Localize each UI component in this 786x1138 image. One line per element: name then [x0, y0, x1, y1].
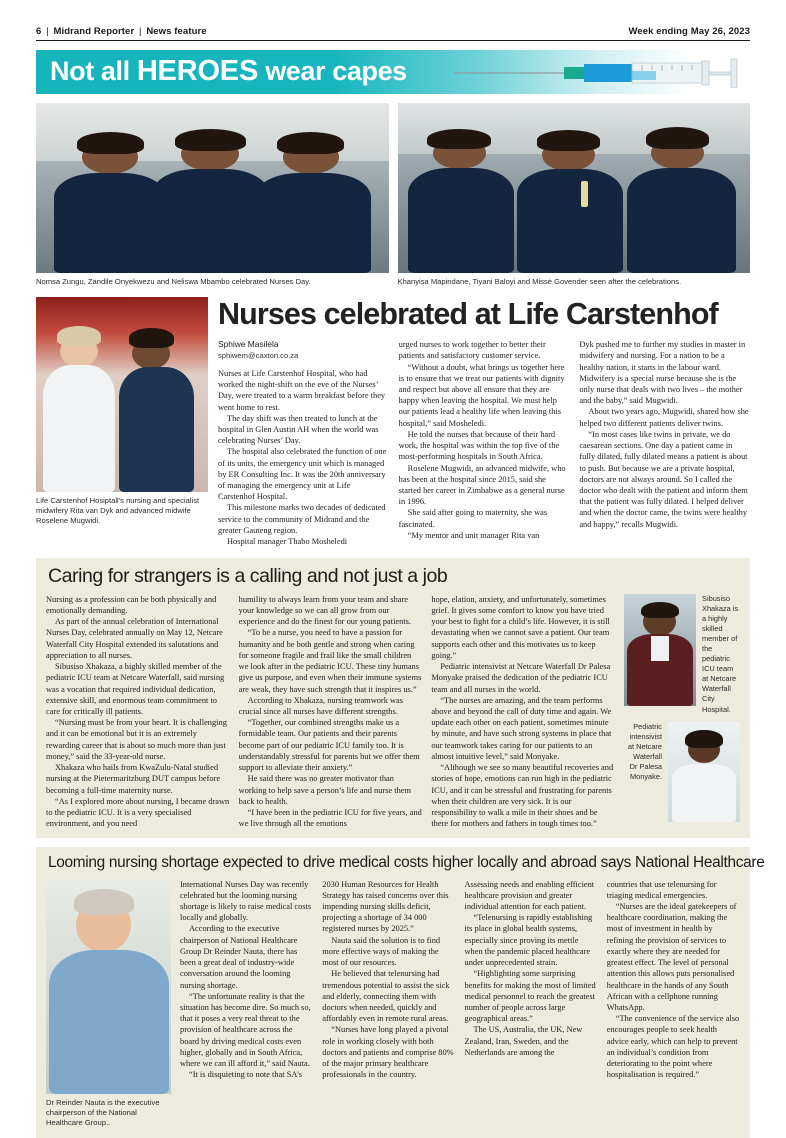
paragraph: “The convenience of the service also encourages people to seek health advice early, which can help to prevent an individual’s condition from deteriorating to the point where hospitalisation is required.”	[606, 1014, 740, 1080]
article3-columns	[46, 879, 740, 1128]
author-email[interactable]: sphiwem@caxton.co.za	[218, 350, 299, 360]
paragraph: Nurses at Life Carstenhof Hospital, who had worked the night-shift on the eve of the Nurses’ Day, were treated to a warm breakfast before they went home to rest.	[218, 368, 386, 412]
paragraph: “Together, our combined strengths make us a formidable team. Our patients and their parents become part of our pediatric ICU family too. It is understandably stressful for parents but we offer them support to alleviate their anxiety.”	[238, 718, 420, 773]
article3-photo-col	[46, 879, 171, 1128]
paragraph: Assessing needs and enabling efficient healthcare provision and greater individual attention for each patient.	[464, 879, 595, 912]
article2-column-2	[239, 594, 423, 830]
paragraph: International Nurses Day was recently celebrated but the looming nursing shortage is likely to raise medical costs locally and globally.	[180, 879, 312, 923]
article2-side-caption-2: Pediatric intensivist at Netcare Waterfall Dr Palesa Monyake.	[627, 721, 663, 781]
article1-byline	[218, 339, 389, 361]
paragraph: hope, elation, anxiety, and unfortunately, sometimes grief. It gives some comfort to know you have tried your best to fight for a child’s life. However, it is still devastating when we cannot save a patient. Our team supports each other and this motivates us to keep going.”	[431, 594, 610, 660]
paragraph: “Although we see so many beautiful recoveries and stories of hope, emotions can run high in the pediatric ICU, and it can be stressful and frustrating for parents when their children are very sick. It is our responsibility to walk a mile in their shoes and be there for mothers and fathers in tough times too.”	[431, 763, 614, 829]
article2-title: Caring for strangers is a calling and not just a job	[48, 565, 448, 588]
paragraph: The hospital also celebrated the function of one of its units, the emergency unit which is managed by ER Consulting Inc. It was the 20th anniversary of managing the emergency unit at Life Carstenhof Hospital.	[218, 447, 387, 502]
article-nurses-celebrated	[36, 297, 750, 547]
paragraph: About two years ago, Mugwidi, shared how she helped two different patients deliver twins.	[579, 407, 749, 428]
article2-columns	[46, 594, 740, 830]
masthead-separator-1: |	[46, 26, 49, 37]
article2-side-column	[624, 594, 740, 830]
page-masthead	[36, 0, 750, 41]
paragraph: countries that use telenursing for triaging medical emergencies.	[606, 879, 717, 900]
paragraph: According to Xhakaza, nursing teamwork was crucial since all nurses have different strengths.	[238, 695, 404, 717]
paragraph: He believed that telenursing had tremendous potential to assist the sick and elderly, connecting them with doctors when needed, quickly and affordably even in remote rural areas.	[322, 969, 450, 1024]
top-photo-caption-1: Nomsa Zungu, Zandile Onyekwezu and Neliswa Mbambo celebrated Nurses Day.	[36, 277, 311, 286]
paragraph: Pediatric intensivist at Netcare Waterfall Dr Palesa Monyake praised the dedication of the pediatric ICU team and all nurses in the world.	[431, 662, 611, 694]
paragraph: urged nurses to work together to better their patients and satisfactory customer service.	[398, 340, 546, 361]
article1-photo-col	[36, 297, 208, 547]
article3-column-3	[465, 879, 598, 1128]
sibusiso-xhakaza-photo	[624, 594, 696, 706]
paragraph: She said after going to maternity, she was fascinated.	[398, 508, 548, 529]
paragraph: “As I explored more about nursing, I became drawn to the pediatric ICU. It is a very specialised environment, and you need	[46, 796, 230, 829]
paragraph: 2030 Human Resources for Health Strategy has raised concerns over this impending nursing skills deficit, projecting a shortage of 34 000 registered nurses by 2025.”	[322, 879, 449, 934]
paragraph: “Telenursing is rapidly establishing its place in global health systems, especially since proving its mettle when the pandemic placed healthcare under unprecedented strain.	[464, 913, 593, 968]
section-name: News feature	[146, 26, 207, 37]
article1-column-3	[579, 339, 750, 547]
article3-title: Looming nursing shortage expected to drive medical costs higher locally and abroad says National Healthcare	[48, 854, 765, 872]
top-photo-cell-1	[36, 103, 389, 287]
article1-headline: Nurses celebrated at Life Carstenhof	[218, 297, 718, 332]
paragraph: “Highlighting some surprising benefits for making the most of limited medical personnel to reach the greatest number of people across large geographical areas.”	[464, 969, 596, 1024]
article3-column-1	[180, 879, 313, 1128]
article1-photo-caption: Life Carstenhof Hosiptall's nursing and specialist midwifery Rita van Dyk and advanced midwife Roselene Mugwidi.	[36, 496, 200, 526]
article2-side-block-1	[624, 594, 740, 715]
paragraph: “Nursing must be from your heart. It is challenging and it can be emotional but it is an extremely rewarding career that is about so much more than just money,” said the 33-year-old nurse.	[46, 718, 227, 761]
article1-column-2	[399, 339, 570, 547]
three-nurses-photo	[36, 103, 389, 273]
paragraph: “My mentor and unit manager Rita van	[407, 530, 540, 540]
paragraph: The US, Australia, the UK, New Zealand, Iran, Sweden, and the Netherlands are among the	[464, 1025, 583, 1057]
article2-side-caption-1: Sibusiso Xhakaza is a highly skilled member of the pediatric ICU team at Netcare Waterfall City Hospital.	[702, 593, 739, 714]
article-caring-for-strangers	[36, 558, 750, 838]
publication-name: Midrand Reporter	[53, 26, 135, 37]
article1-columns	[218, 339, 750, 547]
author-name: Sphiwe Masilela	[218, 339, 279, 350]
article1-column-1	[218, 339, 389, 547]
paragraph: Nauta said the solution is to find more effective ways of making the most of our resources.	[322, 935, 441, 968]
paragraph: This milestone marks two decades of dedicated service to the community of Midrand and the greater Gauteng region.	[218, 503, 386, 535]
paragraph: “It is disquieting to note that SA’s	[189, 1070, 303, 1080]
paragraph: Xhakaza who hails from KwaZulu-Natal studied nursing at the Pietermaritzburg DUT campus before becoming a full-time maternity nurse.	[46, 763, 221, 795]
paragraph: “Nurses have long played a pivotal role in working closely with both doctors and patients and comprise 80% of the major primary healthcare professionals in the country.	[322, 1025, 454, 1080]
banner-title-part1: Not all	[50, 55, 137, 86]
banner-title	[50, 54, 407, 87]
paragraph: “Without a doubt, what brings us together here is to ensure that we treat our patients with dignity and respect but above all ensure that they are happy when leaving the hospital. We must help our patients lead a healthy life when leaving this hospital,” said Mosheledi.	[398, 362, 565, 428]
banner-title-part2: wear capes	[258, 55, 407, 86]
banner-title-highlight: HEROES	[136, 54, 259, 87]
article3-photo-caption: Dr Reinder Nauta is the executive chairperson of the National Healthcare Group..	[46, 1097, 160, 1127]
article2-column-3	[431, 594, 615, 830]
dr-reinder-nauta-photo	[46, 879, 171, 1094]
top-photo-row	[36, 103, 750, 287]
article2-side-block-2	[624, 722, 740, 822]
article1-body	[218, 297, 750, 547]
paragraph: “In most cases like twins in private, we do caesarean sections. One day a patient came in fully dilated, fully dilated means a patient is about to push. But because we are a private hospital, doctors are not always around. So I called the doctor who dealt with the patient and inform them that the patient was fully dilated. I helped deliver and when the doctor came, the twins were healthy and happy,” recalls Mugwidi.	[579, 429, 748, 529]
paragraph: “The nurses are amazing, and the team performs above and beyond the call of duty time and again. We update each other on each patient, sometimes minute by minute, and have such strong systems in place that our teamwork takes caring for our patients to an almost intuitive level,” said Monyake.	[431, 695, 612, 761]
masthead-separator-2: |	[139, 26, 142, 37]
paragraph: Roselene Mugwidi, an advanced midwife, who has been at the hospital since 2015, said she started her career in Zimbabwe as a general nurse in 1996.	[398, 463, 566, 507]
paragraph: “The unfortunate reality is that the situation has become dire. So much so, that it poses a very real threat to the provision of healthcare across the board by driving medical costs even higher, globally and in South Africa, where we can ill afford it,” said Nauta.	[180, 991, 311, 1069]
paragraph: According to the executive chairperson of National Healthcare Group Dr Reinder Nauta, there has been a great deal of industry-wide conversation around the looming nursing shortage.	[180, 924, 298, 990]
paragraph: “To be a nurse, you need to have a passion for humanity and be both gentle and strong when caring for someone fragile and frail like the small children we look after in the pediatric ICU. These tiny humans give us purpose, and even when their immune systems are weak, they have such strength that it inspires us.”	[238, 628, 422, 694]
paragraph: Hospital manager Thabo Mosheledi	[227, 537, 348, 547]
syringe-icon	[446, 58, 746, 88]
top-photo-caption-2: Khanyisa Mapindane, Tiyani Baloyi and Missé Govender seen after the celebrations.	[397, 277, 682, 286]
dr-palesa-monyake-photo	[668, 722, 740, 822]
article-nursing-shortage	[36, 847, 765, 1137]
paragraph: As part of the annual celebration of International Nurses Day, celebrated annually on May 12, Netcare Waterfall City Hospital extended its salutations and appreciation to all nurses.	[46, 617, 223, 660]
paragraph: He told the nurses that because of their hard work, the hospital was within the top five of the most-performing hospitals in South Africa.	[398, 429, 560, 462]
paragraph: “Nurses are the ideal gatekeepers of healthcare coordination, making the most of investment in health by refining the provision of services to exactly where they are needed for greatest effect. The level of personal attention this allows puts personalised healthcare in the hands of any South African with a cellphone running WhatsApp.	[606, 902, 737, 1012]
paragraph: Nursing as a profession can be both physically and emotionally demanding.	[46, 594, 217, 616]
paragraph: He said there was no greater motivator than working to help save a person’s life and nurse them back to health.	[238, 774, 412, 806]
nurses-pouring-drinks-photo	[398, 103, 751, 273]
paragraph: Sibusiso Xhakaza, a highly skilled member of the pediatric ICU team at Netcare Waterfall, said nursing was a vocation that required individual dedication, extensive skill, and enormous team commitment to care for critically ill patients.	[46, 662, 225, 717]
paragraph: “I have been in the pediatric ICU for five years, and we live through all the emotions	[238, 807, 422, 829]
article3-column-4	[607, 879, 740, 1128]
masthead-date: Week ending May 26, 2023	[628, 26, 750, 37]
top-photo-cell-2	[398, 103, 751, 287]
paragraph: Dyk pushed me to further my studies in master in midwifery and nursing. For a nation to be a healthy nation, it starts in the labour ward. Midwifery is a special nurse because she is the only nurse that deals with two lives – the mother and the baby,” said Mugwidi.	[579, 340, 746, 406]
article2-column-1	[46, 594, 230, 830]
masthead-left	[36, 26, 207, 37]
feature-banner	[36, 50, 750, 94]
paragraph: humility to always learn from your team and share your knowledge so we can all grow from our experience and do the finest for our young patients.	[238, 594, 412, 627]
paragraph: The day shift was then treated to lunch at the hospital in Glen Austin AH when the world was celebrating Nurses’ Day.	[218, 413, 379, 446]
page-number: 6	[36, 26, 42, 37]
article3-column-2	[322, 879, 455, 1128]
midwives-photo	[36, 297, 208, 492]
